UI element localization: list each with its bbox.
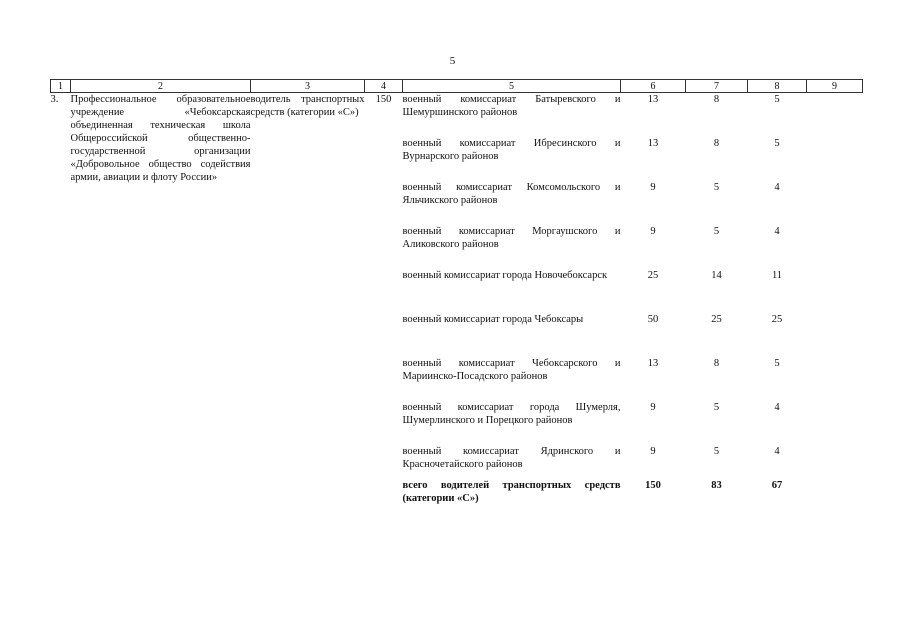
- col6-value: 9: [650, 226, 656, 237]
- commissariat-name: военный комиссариат Ядринского и Красночетайского районов: [402, 446, 621, 470]
- col7-value: 5: [713, 402, 720, 413]
- commissariat-name: военный комиссариат Чебоксарского и Мариинско-Посадского районов: [402, 358, 621, 382]
- col9-value: [807, 313, 863, 357]
- col6-value: 13: [647, 138, 659, 149]
- vehicle-category: водитель транспортных средств (категории «С»): [250, 94, 365, 118]
- col6-value: 25: [647, 270, 659, 281]
- col9-value: [807, 93, 863, 138]
- col9-value: [807, 181, 863, 225]
- col8-value: 4: [774, 182, 780, 193]
- col7-value: 8: [713, 358, 720, 369]
- col9-value: [807, 137, 863, 181]
- page-number: 5: [449, 55, 456, 67]
- total-count: 150: [375, 94, 392, 105]
- organization-name: Профессиональное образовательное учреждение «Чебоксарская объединенная техническая школа Общероссийской общественно-государственной организации «Добровольное общество содействия армии, авиации и флоту России»: [70, 94, 251, 183]
- column-number-header: 8: [748, 80, 807, 93]
- commissariat-name: военный комиссариат города Шумерля, Шумерлинского и Порецкого районов: [402, 402, 621, 426]
- summary-col7: 83: [711, 480, 722, 491]
- commissariat-name: военный комиссариат Моргаушского и Аликовского районов: [402, 226, 621, 250]
- col7-value: 14: [711, 270, 722, 281]
- col6-value: 13: [647, 94, 659, 105]
- column-number-header: 9: [807, 80, 863, 93]
- column-number-header: 2: [71, 80, 251, 93]
- column-number-row: [51, 80, 863, 93]
- col6-value: 50: [647, 314, 659, 325]
- column-number-header: 5: [403, 80, 621, 93]
- col8-value: 4: [774, 402, 780, 413]
- col7-value: 5: [713, 182, 720, 193]
- col6-value: 9: [650, 446, 656, 457]
- col6-value: 13: [647, 358, 659, 369]
- col8-value: 25: [771, 314, 783, 325]
- col6-value: 9: [650, 402, 656, 413]
- col7-value: 25: [711, 314, 722, 325]
- commissariat-name: военный комиссариат Комсомольского и Яльчикского районов: [402, 182, 621, 206]
- col7-value: 8: [713, 94, 720, 105]
- col8-value: 4: [774, 446, 780, 457]
- col9-value: [807, 225, 863, 269]
- column-number-header: 4: [365, 80, 403, 93]
- col9-value: [807, 445, 863, 479]
- commissariat-name: военный комиссариат Ибресинского и Вурнарского районов: [402, 138, 621, 162]
- entry-number: 3.: [50, 94, 59, 105]
- col8-value: 5: [774, 94, 780, 105]
- column-number-header: 7: [686, 80, 748, 93]
- col6-value: 9: [650, 182, 656, 193]
- col9-value: [807, 269, 863, 313]
- col9-value: [807, 401, 863, 445]
- column-number-header: 3: [251, 80, 365, 93]
- summary-col8: 67: [771, 480, 783, 491]
- commissariat-name: военный комиссариат Батыревского и Шемуршинского районов: [402, 94, 621, 118]
- col7-value: 8: [713, 138, 720, 149]
- column-number-header: 6: [621, 80, 686, 93]
- col9-value: [807, 357, 863, 401]
- table-row: [51, 93, 863, 138]
- summary-label: всего водителей транспортных средств (категории «С»): [402, 480, 621, 504]
- allocation-table: [50, 79, 863, 523]
- column-number-header: 1: [51, 80, 71, 93]
- summary-col6: 150: [645, 480, 661, 491]
- col8-value: 4: [774, 226, 780, 237]
- commissariat-name: военный комиссариат города Новочебоксарск: [402, 270, 608, 281]
- commissariat-name: военный комиссариат города Чебоксары: [402, 314, 584, 325]
- col7-value: 5: [713, 446, 720, 457]
- col7-value: 5: [713, 226, 720, 237]
- col8-value: 11: [771, 270, 783, 281]
- col8-value: 5: [774, 138, 780, 149]
- col8-value: 5: [774, 358, 780, 369]
- summary-col9: [807, 479, 863, 523]
